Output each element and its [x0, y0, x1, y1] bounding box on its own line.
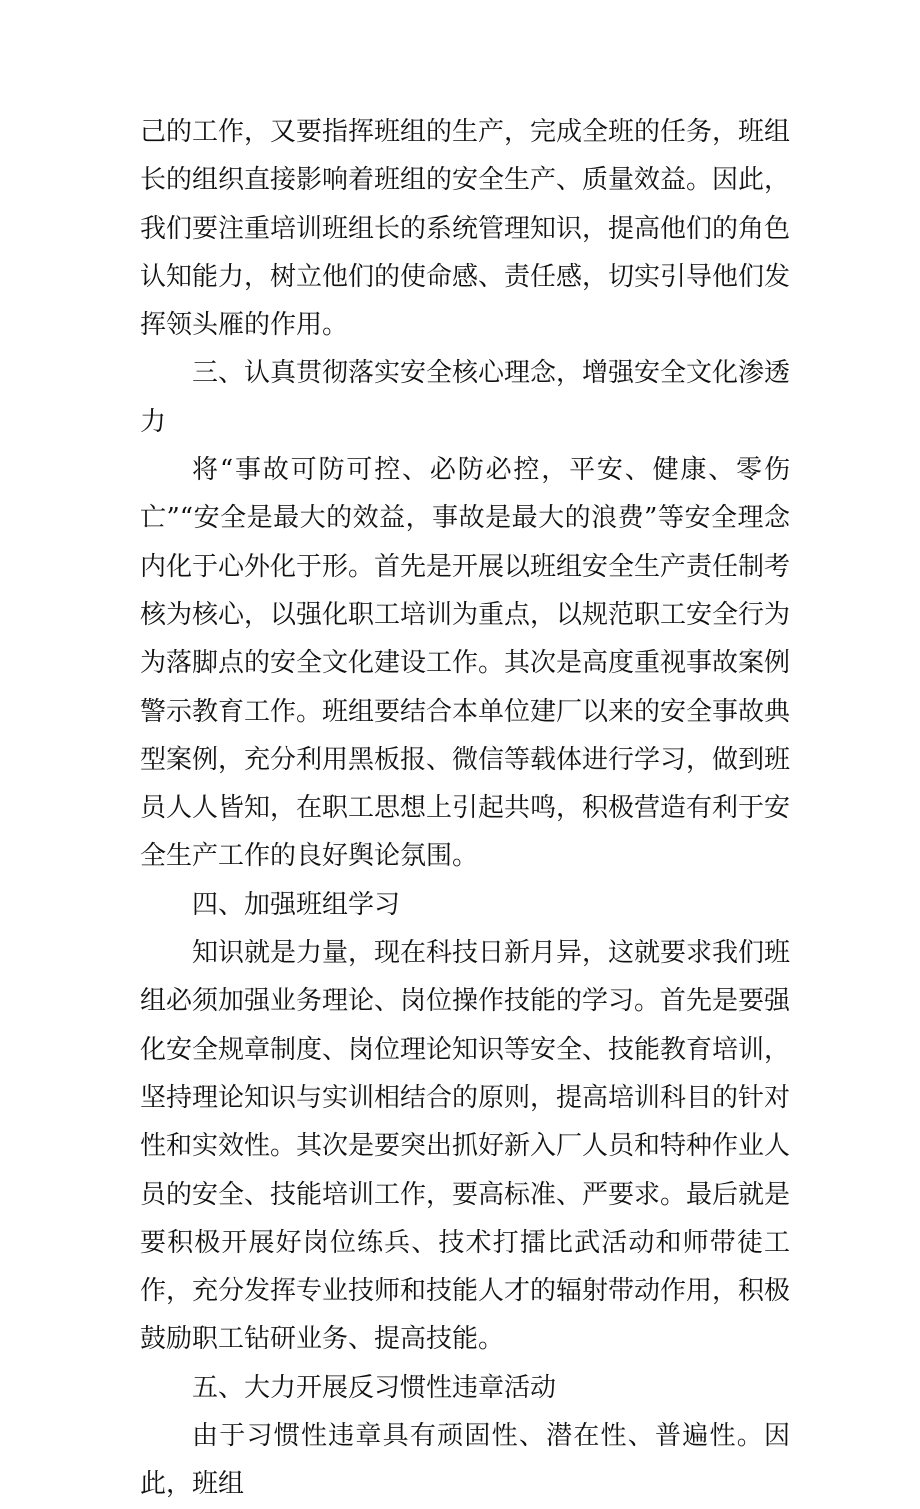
- paragraph-safety-culture: 将“事故可防可控、必防必控，平安、健康、零伤亡”“安全是最大的效益，事故是最大的浪费”等安全理念内化于心外化于形。首先是开展以班组安全生产责任制考核为核心，以强化职工培训为重点，以规范职工安全行为为落脚点的安全文化建设工作。其次是高度重视事故案例警示教育工作。班组要结合本单位建厂以来的安全事故典型案例，充分利用黑板报、微信等载体进行学习，做到班员人人皆知，在职工思想上引起共鸣，积极营造有利于安全生产工作的良好舆论氛围。: [140, 455, 791, 872]
- section-heading-4: 四、加强班组学习: [192, 889, 401, 920]
- section-heading-5: 五、大力开展反习惯性违章活动: [192, 1372, 557, 1403]
- document-body: [140, 108, 790, 1509]
- paragraph-intro-continuation: 己的工作，又要指挥班组的生产，完成全班的任务，班组长的组织直接影响着班组的安全生产、质量效益。因此，我们要注重培训班组长的系统管理知识，提高他们的角色认知能力，树立他们的使命感、责任感，切实引导他们发挥领头雁的作用。: [140, 117, 791, 341]
- section-heading-3: 三、认真贯彻落实安全核心理念，增强安全文化渗透力: [140, 358, 791, 437]
- paragraph-team-learning: 知识就是力量，现在科技日新月异，这就要求我们班组必须加强业务理论、岗位操作技能的学习。首先是要强化安全规章制度、岗位理论知识等安全、技能教育培训，坚持理论知识与实训相结合的原则，提高培训科目的针对性和实效性。其次是要突出抓好新入厂人员和特种作业人员的安全、技能培训工作，要高标准、严要求。最后就是要积极开展好岗位练兵、技术打擂比武活动和师带徒工作，充分发挥专业技师和技能人才的辐射带动作用，积极鼓励职工钻研业务、提高技能。: [140, 938, 791, 1355]
- paragraph-anti-violation: 由于习惯性违章具有顽固性、潜在性、普遍性。因此，班组: [140, 1421, 790, 1500]
